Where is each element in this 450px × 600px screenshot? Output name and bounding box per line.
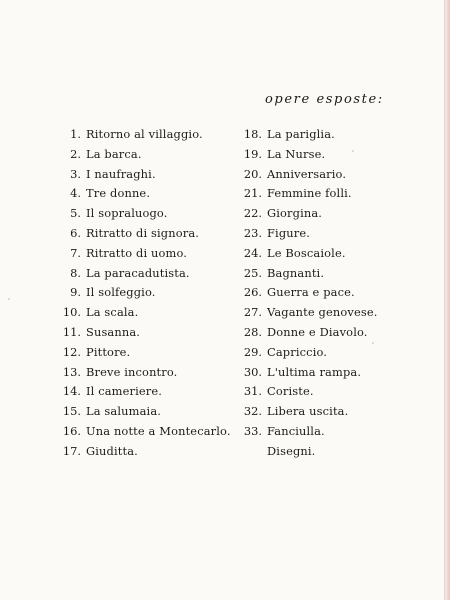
item-title: Pittore. <box>86 344 131 359</box>
works-list-left <box>50 125 231 462</box>
list-item <box>237 204 378 224</box>
item-number: 24. <box>243 245 262 260</box>
item-title: Una notte a Montecarlo. <box>86 423 231 438</box>
item-number: 1. <box>70 127 81 141</box>
list-item <box>50 244 231 264</box>
item-title: La Nurse. <box>267 146 326 161</box>
item-title: Il sopraluogo. <box>86 206 168 221</box>
item-number: 32. <box>243 404 262 419</box>
list-item-drawings <box>237 442 378 462</box>
item-number: 22. <box>243 206 262 221</box>
item-title: Vagante genovese. <box>267 305 378 320</box>
list-item <box>50 224 231 244</box>
item-title: Bagnanti. <box>267 265 325 280</box>
item-number: 30. <box>243 364 262 379</box>
item-number: 21. <box>243 186 262 201</box>
item-number: 25. <box>243 265 262 280</box>
list-heading: opere esposte: <box>265 92 384 107</box>
item-title: Femmine folli. <box>267 186 352 201</box>
item-number: 19. <box>243 146 262 161</box>
item-title: Ritratto di signora. <box>86 225 200 240</box>
item-number: 8. <box>70 265 81 280</box>
item-number: 28. <box>243 324 262 339</box>
item-title: Giorgina. <box>267 206 323 221</box>
item-number: 16. <box>62 423 81 438</box>
item-title: La barca. <box>86 146 142 161</box>
item-title: Ritratto di uomo. <box>86 245 188 260</box>
item-number: 11. <box>62 324 81 339</box>
list-item <box>50 303 231 323</box>
item-title: Le Boscaiole. <box>267 245 346 260</box>
item-number: 18. <box>243 127 262 141</box>
list-item <box>237 283 378 303</box>
item-number: 4. <box>70 186 81 201</box>
item-number: 6. <box>70 225 81 240</box>
list-item <box>50 323 231 343</box>
item-number: 12. <box>62 344 81 359</box>
list-item <box>237 303 378 323</box>
item-title: I naufraghi. <box>86 166 156 181</box>
list-item <box>237 422 378 442</box>
list-item <box>50 204 231 224</box>
list-item <box>237 363 378 383</box>
item-number: 7. <box>70 245 81 260</box>
item-title: L'ultima rampa. <box>267 364 362 379</box>
item-title: La scala. <box>86 305 139 320</box>
list-item <box>237 125 378 145</box>
list-item <box>237 402 378 422</box>
list-item <box>50 382 231 402</box>
item-number: 20. <box>243 166 262 181</box>
item-number: 10. <box>62 305 81 320</box>
item-number: 17. <box>62 443 81 458</box>
drawings-label: Disegni. <box>267 443 316 458</box>
item-number: 14. <box>62 384 81 399</box>
item-title: Il solfeggio. <box>86 285 156 300</box>
item-title: Capriccio. <box>267 344 328 359</box>
item-title: Coriste. <box>267 384 314 399</box>
item-title: La pariglia. <box>267 127 335 141</box>
list-item <box>50 343 231 363</box>
item-title: Susanna. <box>86 324 141 339</box>
item-number: 27. <box>243 305 262 320</box>
list-item <box>237 224 378 244</box>
item-title: Fanciulla. <box>267 423 325 438</box>
list-item <box>50 422 231 442</box>
item-number: 15. <box>62 404 81 419</box>
item-title: Ritorno al villaggio. <box>86 127 203 141</box>
list-item <box>50 442 231 462</box>
item-title: La paracadutista. <box>86 265 190 280</box>
item-title: Figure. <box>267 225 311 240</box>
item-number: 29. <box>243 344 262 359</box>
item-number: 13. <box>62 364 81 379</box>
item-number: 2. <box>70 146 81 161</box>
item-title: Anniversario. <box>267 166 347 181</box>
list-item <box>237 382 378 402</box>
item-number: 33. <box>243 423 262 438</box>
item-title: Breve incontro. <box>86 364 178 379</box>
item-title: Guerra e pace. <box>267 285 355 300</box>
list-item <box>237 184 378 204</box>
list-item <box>237 264 378 284</box>
item-number: 23. <box>243 225 262 240</box>
list-item <box>50 145 231 165</box>
list-item <box>50 125 231 145</box>
list-item <box>50 264 231 284</box>
list-item <box>237 343 378 363</box>
item-title: Donne e Diavolo. <box>267 324 368 339</box>
works-list-right <box>237 125 378 462</box>
list-item <box>50 165 231 185</box>
item-title: La salumaia. <box>86 404 162 419</box>
list-item <box>50 402 231 422</box>
item-title: Giuditta. <box>86 443 138 458</box>
item-title: Il cameriere. <box>86 384 163 399</box>
item-number: 31. <box>243 384 262 399</box>
item-number: 5. <box>70 206 81 221</box>
list-item <box>237 323 378 343</box>
item-number: 9. <box>70 285 81 300</box>
item-number: 3. <box>70 166 81 181</box>
list-item <box>50 184 231 204</box>
item-title: Tre donne. <box>86 186 151 201</box>
item-title: Libera uscita. <box>267 404 349 419</box>
list-item <box>237 165 378 185</box>
list-item <box>50 363 231 383</box>
page-edge <box>445 0 450 600</box>
list-item <box>50 283 231 303</box>
item-number: 26. <box>243 285 262 300</box>
list-item <box>237 145 378 165</box>
list-item <box>237 244 378 264</box>
paper-speck <box>8 298 10 300</box>
